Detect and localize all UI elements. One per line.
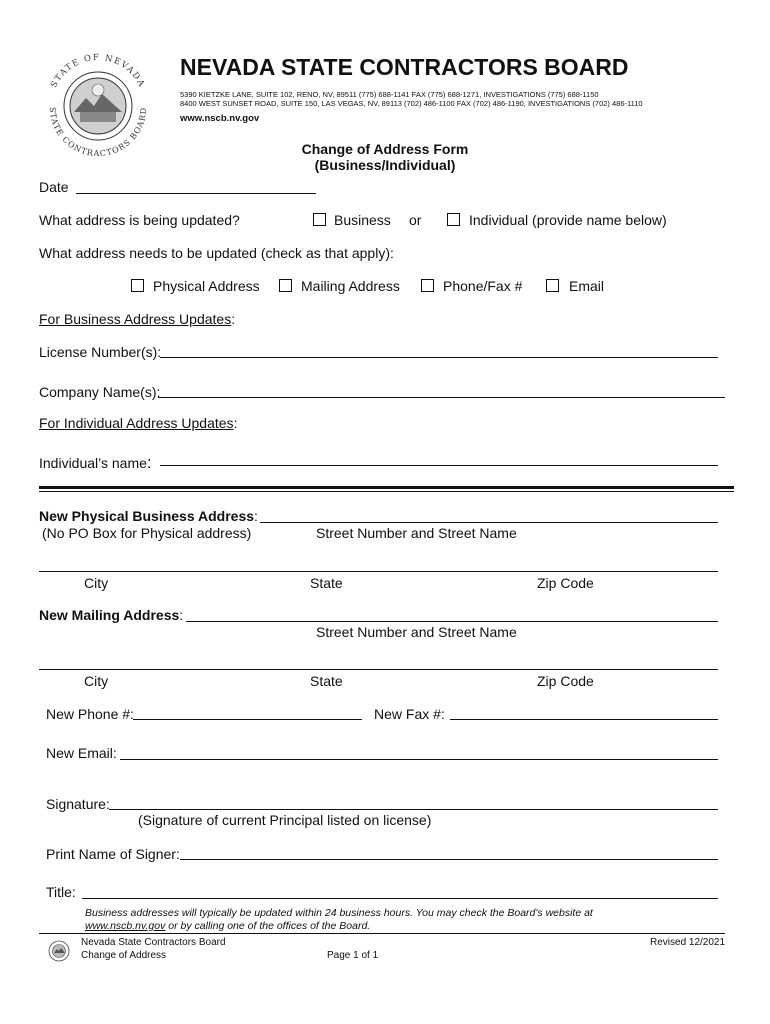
date-field[interactable] xyxy=(76,193,316,194)
mailing-street-field[interactable] xyxy=(186,621,718,622)
individual-updates-heading-text: For Individual Address Updates xyxy=(39,415,234,431)
physical-street-caption: Street Number and Street Name xyxy=(316,525,517,541)
mailing-street-caption: Street Number and Street Name xyxy=(316,624,517,640)
new-fax-label: New Fax #: xyxy=(374,706,445,722)
print-name-field[interactable] xyxy=(180,859,718,860)
seal-text-bottom: STATE CONTRACTORS BOARD xyxy=(47,106,149,159)
phone-fax-label: Phone/Fax # xyxy=(443,278,523,294)
individual-updates-heading xyxy=(39,415,237,431)
reno-address: 5390 KIETZKE LANE, SUITE 102, RENO, NV, 89511 (775) 688-1141 FAX (775) 688-1271, INVESTIGATIONS (775) 688-1150 xyxy=(180,90,599,99)
individual-name-label-text: Individual’s name xyxy=(39,455,147,471)
individual-name-field[interactable] xyxy=(160,465,718,466)
individual-updates-colon: : xyxy=(233,415,238,431)
form-title: Change of Address Form xyxy=(301,141,469,157)
business-updates-colon: : xyxy=(231,311,236,327)
company-label: Company Name(s): xyxy=(39,384,161,400)
email-label: Email xyxy=(569,278,605,294)
section-divider-thin xyxy=(39,491,734,492)
new-mailing-colon: : xyxy=(179,607,184,623)
new-phone-label: New Phone #: xyxy=(46,706,134,722)
footer-rule xyxy=(39,933,725,934)
individual-label: Individual (provide name below) xyxy=(469,212,667,228)
signature-field[interactable] xyxy=(109,809,718,810)
signature-label: Signature: xyxy=(46,796,110,812)
or-label: or xyxy=(409,212,422,228)
date-label: Date xyxy=(39,179,69,195)
form-subtitle: (Business/Individual) xyxy=(314,157,456,173)
new-physical-label-text: New Physical Business Address xyxy=(39,508,255,524)
footer-note-line2 xyxy=(85,920,370,932)
title-field[interactable] xyxy=(82,898,718,899)
individual-name-colon: : xyxy=(146,453,152,472)
print-name-label: Print Name of Signer: xyxy=(46,846,180,862)
new-mailing-label-text: New Mailing Address xyxy=(39,607,180,623)
license-label: License Number(s): xyxy=(39,344,162,360)
footer-doc: Change of Address xyxy=(81,950,167,961)
new-fax-field[interactable] xyxy=(450,719,718,720)
org-title: NEVADA STATE CONTRACTORS BOARD xyxy=(180,54,629,80)
footer-revised: Revised 12/2021 xyxy=(650,937,726,948)
footer-seal-icon xyxy=(48,940,70,962)
company-field[interactable] xyxy=(158,397,725,398)
new-phone-field[interactable] xyxy=(133,719,362,720)
physical-city-state-zip-field[interactable] xyxy=(39,571,718,572)
mailing-zip-caption: Zip Code xyxy=(537,673,594,689)
business-updates-heading xyxy=(39,311,235,327)
physical-city-caption: City xyxy=(84,575,109,591)
business-label: Business xyxy=(334,212,391,228)
license-field[interactable] xyxy=(160,357,718,358)
footer-note-line1: Business addresses will typically be updated within 24 business hours. You may check the Board's website at xyxy=(85,907,593,919)
mailing-address-label: Mailing Address xyxy=(301,278,400,294)
lv-address: 8400 WEST SUNSET ROAD, SUITE 150, LAS VEGAS, NV, 89113 (702) 486-1100 FAX (702) 486-1190, INVESTIGATIONS (702) 486-1110 xyxy=(180,99,643,108)
footer-website-link[interactable]: www.nscb.nv.gov xyxy=(85,920,166,932)
new-email-label: New Email: xyxy=(46,745,117,761)
footer-page: Page 1 of 1 xyxy=(327,950,379,961)
new-email-field[interactable] xyxy=(120,759,718,760)
update-question: What address is being updated? xyxy=(39,212,240,228)
individual-name-label xyxy=(39,453,152,473)
phone-fax-checkbox[interactable] xyxy=(421,279,434,292)
mailing-city-state-zip-field[interactable] xyxy=(39,669,718,670)
email-checkbox[interactable] xyxy=(546,279,559,292)
physical-address-label: Physical Address xyxy=(153,278,260,294)
physical-street-field[interactable] xyxy=(260,522,718,523)
section-divider xyxy=(39,486,734,489)
website-link[interactable]: www.nscb.nv.gov xyxy=(180,113,260,124)
physical-zip-caption: Zip Code xyxy=(537,575,594,591)
title-label: Title: xyxy=(46,884,76,900)
seal-text-top: STATE OF NEVADA xyxy=(49,52,147,90)
footer-org: Nevada State Contractors Board xyxy=(81,937,226,948)
footer-note-rest: or by calling one of the offices of the Board. xyxy=(165,920,371,932)
mailing-city-caption: City xyxy=(84,673,109,689)
mailing-state-caption: State xyxy=(310,673,343,689)
needs-question: What address needs to be updated (check as that apply): xyxy=(39,245,394,261)
new-physical-colon: : xyxy=(254,508,258,524)
signature-caption: (Signature of current Principal listed on license) xyxy=(138,812,432,828)
mailing-address-checkbox[interactable] xyxy=(279,279,292,292)
business-updates-heading-text: For Business Address Updates xyxy=(39,311,232,327)
new-mailing-label xyxy=(39,607,183,623)
physical-address-checkbox[interactable] xyxy=(131,279,144,292)
physical-state-caption: State xyxy=(310,575,343,591)
no-po-box-note: (No PO Box for Physical address) xyxy=(42,525,252,541)
individual-checkbox[interactable] xyxy=(447,213,460,226)
new-physical-label xyxy=(39,508,258,524)
business-checkbox[interactable] xyxy=(313,213,326,226)
